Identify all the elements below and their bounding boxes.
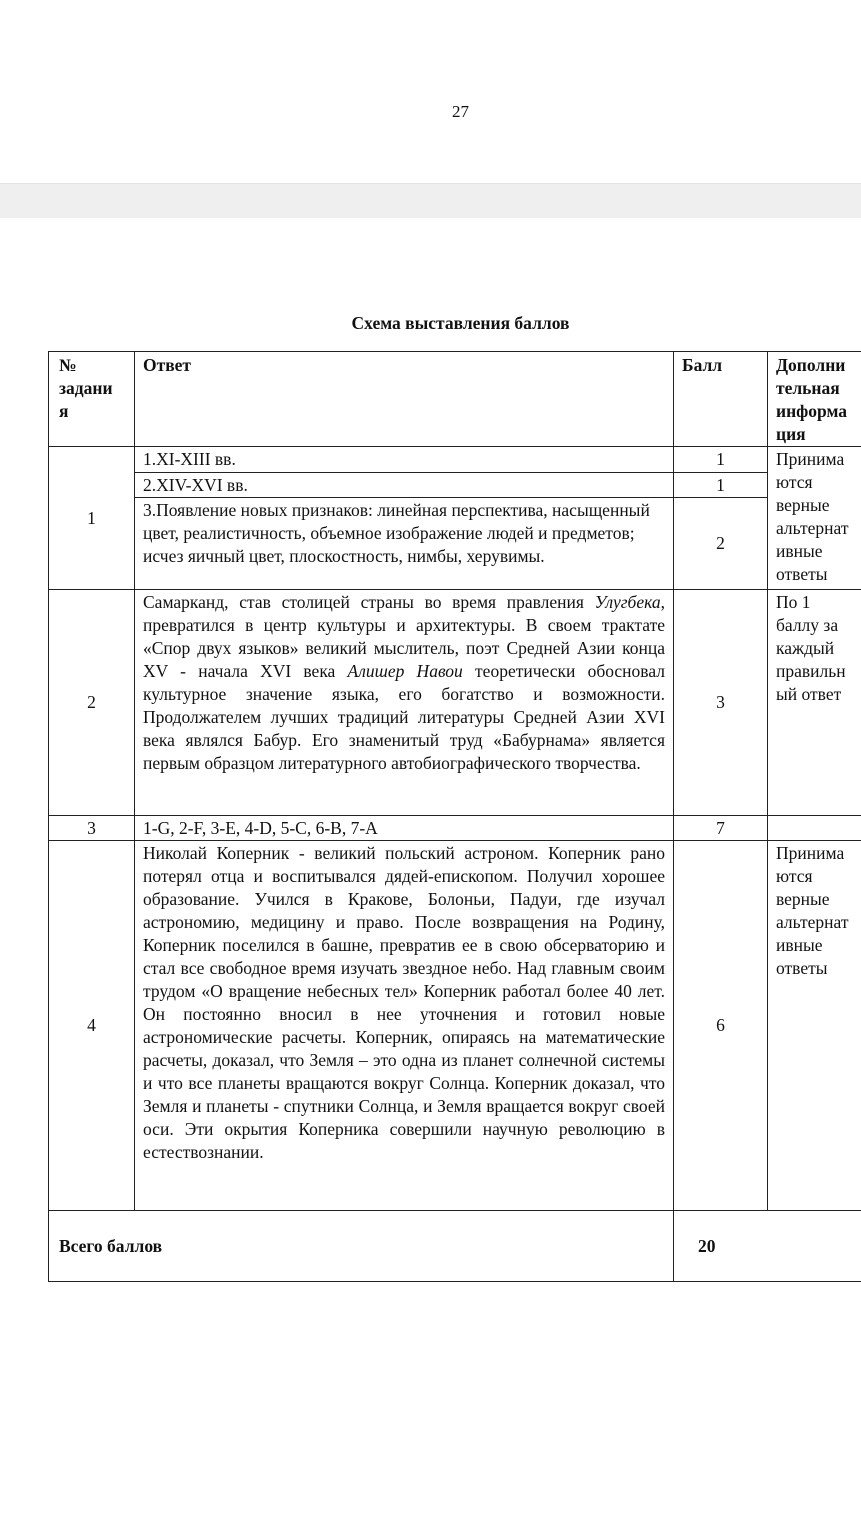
answer-cell: 2.XIV-XVI вв. — [135, 473, 674, 498]
answer-cell: Николай Коперник - великий польский астроном. Коперник рано потерял отца и воспитывался дядей-епископом. Получил хорошее образование. Учился в Кракове, Болоньи, Падуи, где изучал астрономию, медицину и право. После возвращения на Родину, Коперник поселился в башне, превратив ее в свою обсерваторию и стал все свободное время изучать звездное небо. Над главным своим трудом «О вращение небесных тел» Коперник работал более 40 лет. Он постоянно вносил в нее уточнения и готовил новые астрономические расчеты. Коперник, опираясь на математические расчеты, доказал, что Земля – это одна из планет солнечной системы и что все планеты вращаются вокруг Солнца. Коперник доказал, что Земля и планеты - спутники Солнца, и Земля вращается вокруг своей оси. Эти окрытия Коперника совершили научную революцию в естествознании. — [135, 841, 674, 1211]
table-row-task-1a — [49, 447, 861, 473]
score-cell: 1 — [674, 473, 768, 498]
table-row-task-4 — [49, 841, 861, 1211]
info-cell — [768, 816, 861, 841]
task-number: 3 — [49, 816, 135, 841]
total-label: Всего баллов — [49, 1211, 674, 1282]
table-row-task-3 — [49, 816, 861, 841]
scoring-table — [48, 351, 861, 1282]
score-cell: 3 — [674, 590, 768, 816]
header-task-number: № задани я — [49, 352, 135, 447]
page-separator — [0, 183, 861, 218]
score-cell: 7 — [674, 816, 768, 841]
table-row-task-1c — [49, 498, 861, 590]
total-value: 20 — [674, 1211, 861, 1282]
task-number: 1 — [49, 447, 135, 590]
table-row-task-2 — [49, 590, 861, 816]
answer-cell: Самарканд, став столицей страны во время правления Улугбека, превратился в центр культуры и архитектуры. В своем трактате «Спор двух языков» великий мыслитель, поэт Средней Азии конца XV - начала XVI века Алишер Навои теоретически обосновал культурное значение языка, его богатство и возможности. Продолжателем лучших традиций литературы Средней Азии XVI века являлся Бабур. Его знаменитый труд «Бабурнама» является первым образцом литературного автобиографического творчества. — [135, 590, 674, 816]
info-cell: По 1 баллу за каждый правильн ый ответ — [768, 590, 861, 816]
info-cell: Принима ются верные альтернат ивные ответы — [768, 447, 861, 590]
answer-cell: 3.Появление новых признаков: линейная перспектива, насыщенный цвет, реалистичность, объемное изображение людей и предметов; исчез яичный цвет, плоскостность, нимбы, херувимы. — [135, 498, 674, 590]
task-number: 2 — [49, 590, 135, 816]
score-cell: 2 — [674, 498, 768, 590]
page-number: 27 — [452, 102, 469, 121]
document-title: Схема выставления баллов — [351, 313, 570, 333]
answer-cell: 1-G, 2-F, 3-E, 4-D, 5-C, 6-B, 7-A — [135, 816, 674, 841]
total-row — [49, 1211, 861, 1282]
header-row — [49, 352, 861, 447]
header-answer: Ответ — [135, 352, 674, 447]
header-score: Балл — [674, 352, 768, 447]
score-cell: 6 — [674, 841, 768, 1211]
task-number: 4 — [49, 841, 135, 1211]
info-cell: Принима ются верные альтернат ивные ответы — [768, 841, 861, 1211]
answer-cell: 1.XI-XIII вв. — [135, 447, 674, 473]
score-cell: 1 — [674, 447, 768, 473]
header-additional-info: Дополни тельная информа ция — [768, 352, 861, 447]
table-row-task-1b — [49, 473, 861, 498]
